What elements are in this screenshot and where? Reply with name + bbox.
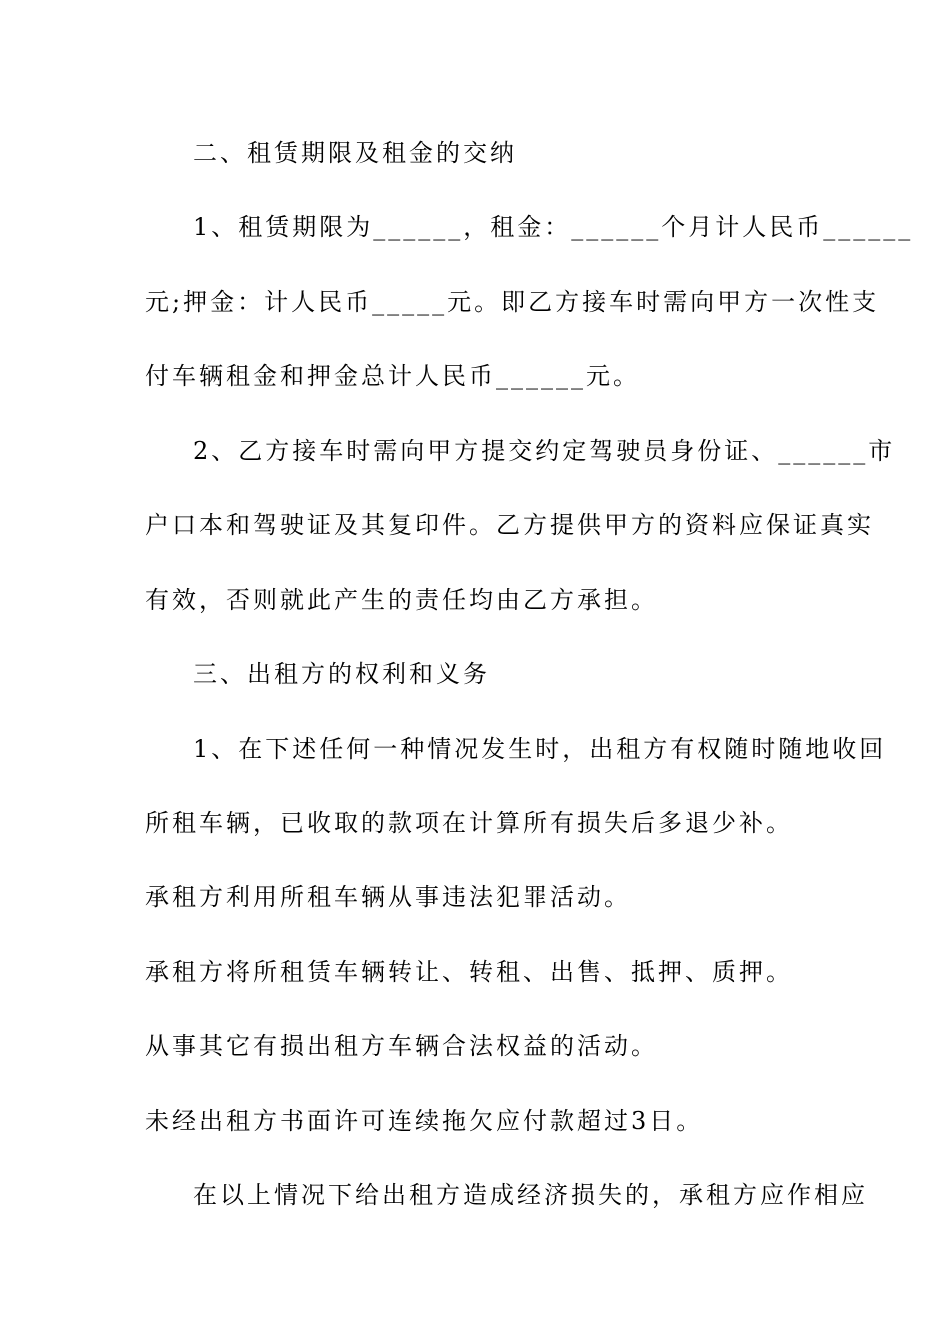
- paragraph-line: 2、乙方接车时需向甲方提交约定驾驶员身份证、______市: [193, 437, 896, 465]
- section-heading-lessor-rights: 三、出租方的权利和义务: [193, 660, 490, 688]
- paragraph-line: 在以上情况下给出租方造成经济损失的，承租方应作相应: [193, 1181, 868, 1209]
- paragraph-line: 1、租赁期限为______，租金：______个月计人民币______: [193, 213, 914, 241]
- paragraph-line: 所租车辆，已收取的款项在计算所有损失后多退少补。: [145, 809, 793, 837]
- list-item: 未经出租方书面许可连续拖欠应付款超过3日。: [145, 1107, 704, 1135]
- paragraph-line: 元;押金：计人民币_____元。即乙方接车时需向甲方一次性支: [145, 288, 880, 316]
- paragraph-line: 户口本和驾驶证及其复印件。乙方提供甲方的资料应保证真实: [145, 511, 874, 539]
- paragraph-line: 1、在下述任何一种情况发生时，出租方有权随时随地收回: [193, 735, 887, 763]
- list-item: 承租方将所租赁车辆转让、转租、出售、抵押、质押。: [145, 958, 793, 986]
- paragraph-line: 有效，否则就此产生的责任均由乙方承担。: [145, 586, 658, 614]
- list-item: 承租方利用所租车辆从事违法犯罪活动。: [145, 883, 631, 911]
- section-heading-lease-term: 二、租赁期限及租金的交纳: [193, 139, 517, 167]
- list-item: 从事其它有损出租方车辆合法权益的活动。: [145, 1032, 658, 1060]
- paragraph-line: 付车辆租金和押金总计人民币______元。: [145, 362, 640, 390]
